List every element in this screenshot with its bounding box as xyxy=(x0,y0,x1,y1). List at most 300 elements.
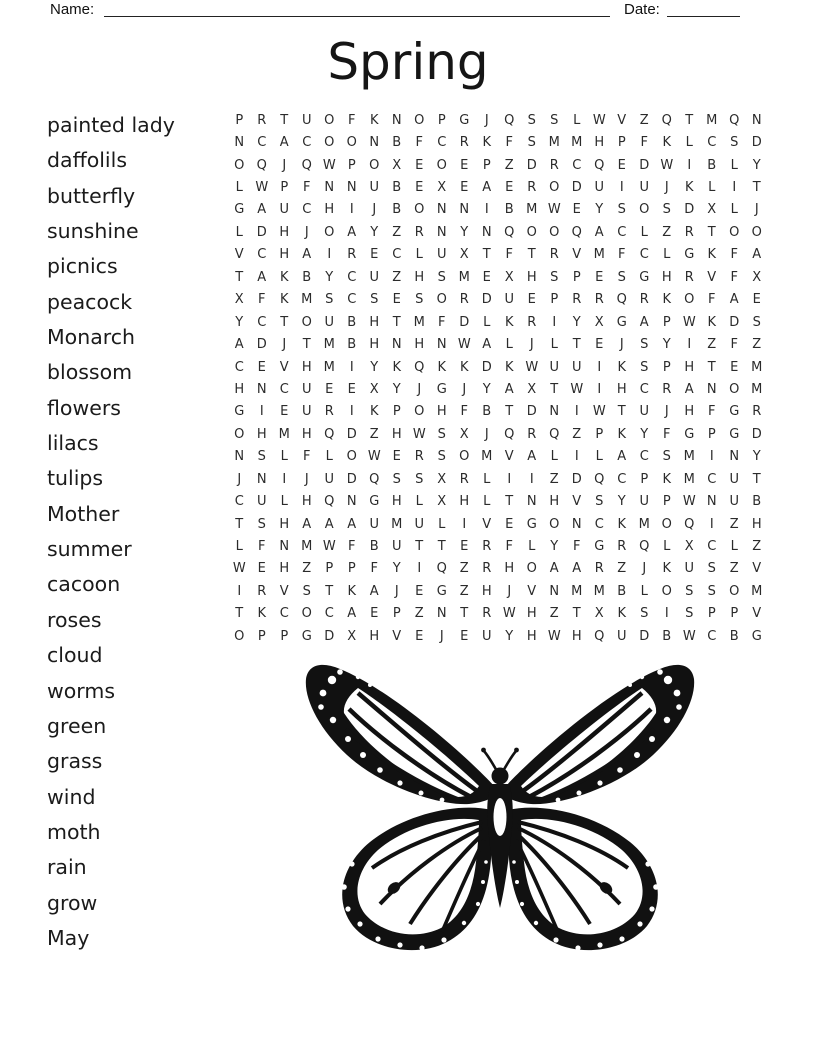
grid-letter: W xyxy=(682,628,696,644)
grid-letter: T xyxy=(685,112,694,128)
grid-letter: F xyxy=(730,269,738,285)
grid-letter: S xyxy=(550,269,559,285)
grid-letter: N xyxy=(481,224,492,240)
grid-letter: O xyxy=(729,381,740,397)
grid-letter: Z xyxy=(617,561,627,577)
grid-letter: A xyxy=(504,381,514,397)
grid-letter: Z xyxy=(369,426,379,442)
grid-letter: F xyxy=(730,337,738,353)
grid-letter: L xyxy=(235,180,243,196)
grid-letter: E xyxy=(415,583,424,599)
grid-letter: S xyxy=(640,359,649,375)
grid-letter: E xyxy=(730,359,739,375)
grid-letter: R xyxy=(594,561,604,577)
grid-letter: J xyxy=(304,224,309,240)
name-input-line[interactable] xyxy=(104,0,610,17)
grid-letter: A xyxy=(729,292,739,308)
grid-letter: A xyxy=(527,449,537,465)
grid-letter: T xyxy=(482,247,491,263)
grid-letter: L xyxy=(685,135,693,151)
grid-letter: D xyxy=(481,359,492,375)
grid-letter: W xyxy=(457,337,471,353)
grid-letter: S xyxy=(662,449,671,465)
grid-letter: D xyxy=(346,471,357,487)
grid-letter: U xyxy=(369,269,379,285)
grid-letter: U xyxy=(324,471,334,487)
grid-letter: F xyxy=(618,247,626,263)
grid-letter: K xyxy=(504,359,514,375)
grid-letter: V xyxy=(752,561,762,577)
grid-letter: S xyxy=(595,494,604,510)
grid-letter: J xyxy=(237,471,242,487)
grid-letter: Q xyxy=(256,157,267,173)
grid-letter: L xyxy=(235,539,243,555)
grid-letter: S xyxy=(662,202,671,218)
grid-letter: C xyxy=(302,202,312,218)
grid-letter: G xyxy=(301,628,312,644)
grid-letter: Y xyxy=(235,314,244,330)
grid-letter: T xyxy=(707,224,716,240)
grid-letter: K xyxy=(684,180,694,196)
grid-letter: S xyxy=(437,449,446,465)
grid-letter: W xyxy=(525,359,539,375)
grid-letter: G xyxy=(684,247,695,263)
grid-letter: U xyxy=(301,381,312,397)
grid-letter: E xyxy=(280,404,289,420)
grid-letter: H xyxy=(256,426,267,442)
grid-letter: N xyxy=(706,381,717,397)
grid-letter: K xyxy=(662,561,672,577)
grid-letter: T xyxy=(460,606,469,622)
grid-letter: S xyxy=(685,606,694,622)
grid-letter: G xyxy=(526,516,537,532)
grid-letter: O xyxy=(414,202,425,218)
grid-letter: O xyxy=(684,292,695,308)
grid-letter: Z xyxy=(549,471,559,487)
grid-letter: Y xyxy=(572,314,581,330)
grid-letter: E xyxy=(257,561,266,577)
grid-letter: D xyxy=(526,404,537,420)
grid-letter: O xyxy=(751,224,762,240)
grid-letter: I xyxy=(237,583,242,599)
grid-letter: H xyxy=(369,314,380,330)
grid-letter: O xyxy=(346,449,357,465)
grid-letter: Z xyxy=(459,561,469,577)
grid-letter: X xyxy=(527,381,537,397)
grid-letter: Z xyxy=(729,516,739,532)
grid-letter: O xyxy=(301,606,312,622)
grid-letter: P xyxy=(235,112,244,128)
word-list-item: painted lady xyxy=(47,113,175,137)
grid-letter: I xyxy=(597,381,602,397)
grid-letter: H xyxy=(369,628,380,644)
butterfly-svg xyxy=(290,652,710,957)
grid-letter: R xyxy=(482,561,492,577)
grid-letter: O xyxy=(436,157,447,173)
grid-letter: T xyxy=(707,359,716,375)
grid-letter: M xyxy=(751,359,763,375)
grid-letter: F xyxy=(640,135,648,151)
grid-letter: K xyxy=(662,471,672,487)
grid-letter: I xyxy=(349,404,354,420)
grid-letter: Q xyxy=(571,224,582,240)
grid-letter: I xyxy=(709,516,714,532)
grid-letter: P xyxy=(617,135,626,151)
grid-letter: F xyxy=(348,539,356,555)
grid-letter: V xyxy=(707,269,717,285)
grid-letter: I xyxy=(529,471,534,487)
grid-letter: S xyxy=(437,269,446,285)
grid-letter: C xyxy=(437,135,447,151)
grid-letter: V xyxy=(279,583,289,599)
grid-letter: L xyxy=(280,449,288,465)
grid-letter: B xyxy=(347,314,357,330)
grid-letter: M xyxy=(548,135,560,151)
grid-letter: S xyxy=(257,449,266,465)
grid-letter: O xyxy=(346,135,357,151)
grid-letter: N xyxy=(256,471,267,487)
grid-letter: D xyxy=(459,314,470,330)
grid-letter: N xyxy=(571,516,582,532)
grid-letter: K xyxy=(617,359,627,375)
grid-letter: J xyxy=(507,583,512,599)
grid-letter: Y xyxy=(392,381,401,397)
grid-letter: R xyxy=(594,292,604,308)
grid-letter: H xyxy=(526,628,537,644)
grid-letter: Q xyxy=(504,426,515,442)
grid-letter: H xyxy=(234,381,245,397)
grid-letter: N xyxy=(279,539,290,555)
grid-letter: D xyxy=(324,628,335,644)
grid-letter: H xyxy=(549,494,560,510)
grid-letter: A xyxy=(257,202,267,218)
grid-letter: Z xyxy=(752,337,762,353)
grid-letter: D xyxy=(571,180,582,196)
grid-letter: F xyxy=(573,539,581,555)
grid-letter: A xyxy=(572,561,582,577)
grid-letter: Y xyxy=(550,539,559,555)
grid-letter: O xyxy=(459,449,470,465)
grid-letter: L xyxy=(438,516,446,532)
grid-letter: Z xyxy=(459,583,469,599)
grid-letter: Q xyxy=(436,561,447,577)
grid-letter: U xyxy=(481,628,492,644)
grid-letter: Z xyxy=(639,112,649,128)
grid-letter: C xyxy=(279,606,289,622)
word-list-item: daffolils xyxy=(47,148,128,173)
grid-letter: A xyxy=(302,516,312,532)
grid-letter: X xyxy=(369,381,379,397)
grid-letter: R xyxy=(662,381,672,397)
grid-letter: U xyxy=(639,180,649,196)
grid-letter: L xyxy=(595,449,603,465)
grid-letter: C xyxy=(279,381,289,397)
grid-letter: M xyxy=(323,337,335,353)
grid-letter: I xyxy=(327,247,332,263)
grid-letter: H xyxy=(436,404,447,420)
grid-letter: U xyxy=(279,202,289,218)
grid-letter: U xyxy=(639,494,649,510)
grid-letter: L xyxy=(730,202,738,218)
grid-letter: O xyxy=(324,135,335,151)
grid-letter: D xyxy=(751,426,762,442)
grid-letter: F xyxy=(415,135,423,151)
grid-letter: L xyxy=(550,449,558,465)
grid-letter: F xyxy=(708,292,716,308)
grid-letter: Z xyxy=(302,561,312,577)
grid-letter: L xyxy=(730,539,738,555)
grid-letter: C xyxy=(302,135,312,151)
grid-letter: F xyxy=(663,426,671,442)
grid-letter: E xyxy=(752,292,761,308)
grid-letter: E xyxy=(370,247,379,263)
date-input-line[interactable] xyxy=(667,0,740,17)
grid-letter: M xyxy=(751,381,763,397)
grid-letter: T xyxy=(550,381,559,397)
grid-letter: C xyxy=(324,606,334,622)
grid-letter: K xyxy=(617,516,627,532)
grid-letter: U xyxy=(414,516,424,532)
grid-letter: B xyxy=(729,628,739,644)
grid-letter: S xyxy=(392,471,401,487)
grid-letter: Y xyxy=(505,628,514,644)
grid-letter: R xyxy=(572,292,582,308)
grid-letter: O xyxy=(526,561,537,577)
grid-letter: U xyxy=(301,404,312,420)
word-list-item: grow xyxy=(47,890,98,915)
grid-letter: J xyxy=(642,561,647,577)
grid-letter: S xyxy=(257,516,266,532)
grid-letter: H xyxy=(279,561,290,577)
grid-letter: K xyxy=(482,135,492,151)
word-list xyxy=(47,108,232,956)
grid-letter: N xyxy=(436,202,447,218)
grid-letter: R xyxy=(414,224,424,240)
grid-letter: I xyxy=(349,202,354,218)
grid-letter: C xyxy=(707,135,717,151)
word-list-item: flowers xyxy=(47,395,121,420)
grid-letter: R xyxy=(639,292,649,308)
grid-letter: I xyxy=(732,180,737,196)
grid-letter: T xyxy=(752,471,761,487)
grid-letter: L xyxy=(640,583,648,599)
grid-letter: E xyxy=(415,180,424,196)
word-list-item: Mother xyxy=(47,501,120,526)
grid-letter: L xyxy=(483,494,491,510)
grid-letter: G xyxy=(751,628,762,644)
grid-letter: E xyxy=(482,269,491,285)
grid-letter: F xyxy=(303,180,311,196)
grid-letter: A xyxy=(482,337,492,353)
grid-letter: J xyxy=(372,202,377,218)
page-title: Spring xyxy=(327,33,489,91)
grid-letter: M xyxy=(323,359,335,375)
grid-letter: J xyxy=(529,337,534,353)
grid-letter: I xyxy=(687,157,692,173)
grid-letter: G xyxy=(594,539,605,555)
grid-letter: O xyxy=(549,180,560,196)
grid-letter: W xyxy=(682,494,696,510)
grid-letter: E xyxy=(415,628,424,644)
grid-letter: E xyxy=(617,157,626,173)
grid-letter: O xyxy=(324,112,335,128)
grid-letter: G xyxy=(729,426,740,442)
grid-letter: H xyxy=(571,628,582,644)
grid-letter: D xyxy=(571,471,582,487)
grid-letter: U xyxy=(436,247,447,263)
grid-letter: K xyxy=(662,135,672,151)
grid-letter: A xyxy=(257,269,267,285)
grid-letter: K xyxy=(279,269,289,285)
grid-letter: Q xyxy=(594,157,605,173)
grid-letter: E xyxy=(460,628,469,644)
grid-letter: J xyxy=(484,426,489,442)
grid-letter: Z xyxy=(752,539,762,555)
grid-letter: T xyxy=(392,314,401,330)
grid-letter: M xyxy=(683,471,695,487)
grid-letter: I xyxy=(619,180,624,196)
grid-letter: X xyxy=(594,314,604,330)
word-list-item: blossom xyxy=(47,360,133,385)
grid-letter: I xyxy=(552,314,557,330)
grid-letter: T xyxy=(505,404,514,420)
grid-letter: M xyxy=(413,314,425,330)
grid-letter: E xyxy=(325,381,334,397)
grid-letter: V xyxy=(572,494,582,510)
grid-letter: P xyxy=(572,269,581,285)
grid-letter: R xyxy=(752,404,762,420)
grid-letter: Q xyxy=(616,292,627,308)
grid-letter: N xyxy=(549,404,560,420)
grid-letter: N xyxy=(324,180,335,196)
grid-letter: V xyxy=(504,449,514,465)
grid-letter: A xyxy=(279,135,289,151)
grid-letter: J xyxy=(439,628,444,644)
grid-letter: V xyxy=(482,516,492,532)
grid-letter: L xyxy=(280,494,288,510)
grid-letter: M xyxy=(571,583,583,599)
grid-letter: K xyxy=(707,314,717,330)
grid-letter: O xyxy=(729,224,740,240)
grid-letter: Y xyxy=(640,426,649,442)
grid-letter: R xyxy=(527,180,537,196)
grid-letter: S xyxy=(325,292,334,308)
grid-letter: T xyxy=(280,314,289,330)
grid-letter: U xyxy=(301,112,312,128)
grid-letter: R xyxy=(527,426,537,442)
grid-letter: A xyxy=(324,516,334,532)
grid-letter: K xyxy=(707,247,717,263)
grid-letter: R xyxy=(459,471,469,487)
grid-letter: N xyxy=(706,494,717,510)
grid-letter: Q xyxy=(369,471,380,487)
grid-letter: L xyxy=(573,112,581,128)
grid-letter: E xyxy=(572,202,581,218)
grid-letter: Z xyxy=(572,426,582,442)
grid-letter: V xyxy=(572,247,582,263)
grid-letter: O xyxy=(661,583,672,599)
word-list-item: Monarch xyxy=(47,325,136,350)
grid-letter: L xyxy=(235,224,243,240)
grid-letter: M xyxy=(751,583,763,599)
grid-letter: O xyxy=(436,292,447,308)
grid-letter: K xyxy=(369,112,379,128)
grid-letter: F xyxy=(258,292,266,308)
grid-letter: I xyxy=(709,449,714,465)
grid-letter: K xyxy=(504,314,514,330)
grid-letter: E xyxy=(460,180,469,196)
grid-letter: N xyxy=(391,112,402,128)
grid-letter: M xyxy=(593,247,605,263)
grid-letter: P xyxy=(257,628,266,644)
grid-letter: V xyxy=(752,606,762,622)
grid-letter: P xyxy=(392,606,401,622)
grid-letter: N xyxy=(436,337,447,353)
grid-letter: B xyxy=(392,202,402,218)
grid-letter: M xyxy=(526,202,538,218)
grid-letter: Z xyxy=(392,269,402,285)
grid-letter: Q xyxy=(301,157,312,173)
grid-letter: N xyxy=(459,202,470,218)
grid-letter: J xyxy=(664,404,669,420)
grid-letter: Q xyxy=(661,112,672,128)
grid-letter: C xyxy=(234,494,244,510)
grid-letter: I xyxy=(462,516,467,532)
grid-letter: X xyxy=(684,539,694,555)
grid-letter: F xyxy=(505,247,513,263)
grid-letter: B xyxy=(617,583,627,599)
grid-letter: H xyxy=(279,247,290,263)
grid-letter: H xyxy=(751,516,762,532)
grid-letter: S xyxy=(550,112,559,128)
grid-letter: X xyxy=(594,606,604,622)
grid-letter: Q xyxy=(324,494,335,510)
grid-letter: C xyxy=(639,247,649,263)
grid-letter: B xyxy=(369,539,379,555)
grid-letter: R xyxy=(324,404,334,420)
grid-letter: U xyxy=(639,404,649,420)
grid-letter: H xyxy=(504,561,515,577)
grid-letter: K xyxy=(392,359,402,375)
grid-letter: S xyxy=(707,561,716,577)
grid-letter: L xyxy=(640,224,648,240)
grid-letter: N xyxy=(436,606,447,622)
grid-letter: O xyxy=(369,157,380,173)
grid-letter: B xyxy=(482,404,492,420)
grid-letter: W xyxy=(322,157,336,173)
word-list-item: tulips xyxy=(47,466,104,491)
grid-letter: W xyxy=(660,157,674,173)
grid-letter: G xyxy=(369,494,380,510)
grid-letter: N xyxy=(436,224,447,240)
grid-letter: O xyxy=(729,583,740,599)
grid-letter: B xyxy=(392,180,402,196)
grid-letter: R xyxy=(459,135,469,151)
grid-letter: C xyxy=(707,628,717,644)
grid-letter: H xyxy=(279,516,290,532)
grid-letter: E xyxy=(347,381,356,397)
grid-letter: Z xyxy=(549,606,559,622)
word-list-item: lilacs xyxy=(47,431,99,456)
grid-letter: G xyxy=(436,583,447,599)
grid-letter: N xyxy=(234,135,245,151)
grid-letter: K xyxy=(617,426,627,442)
grid-letter: X xyxy=(707,202,717,218)
grid-letter: M xyxy=(278,426,290,442)
grid-letter: U xyxy=(391,539,402,555)
grid-letter: Y xyxy=(325,269,334,285)
grid-letter: T xyxy=(235,606,244,622)
